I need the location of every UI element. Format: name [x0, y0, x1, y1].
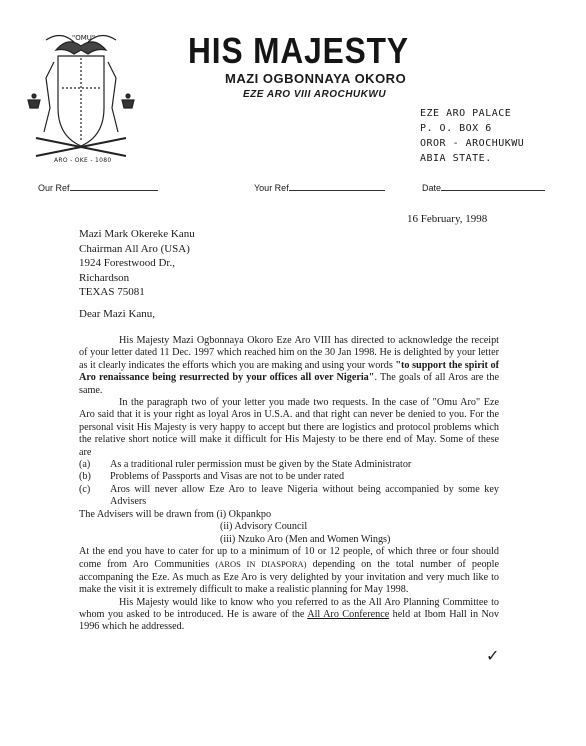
date-label: Date [422, 183, 442, 193]
conditions-list [79, 459, 499, 509]
crest-foot-text: ARO - OKE - 1080 [54, 157, 112, 164]
list-text: Problems of Passports and Visas are not to be under rated [110, 471, 345, 483]
recipient-line: TEXAS 75081 [79, 286, 145, 298]
letterhead-tagline: EZE ARO VIII AROCHUKWU [243, 89, 387, 100]
salutation: Dear Mazi Kanu, [79, 308, 156, 320]
list-marker: (b) [79, 471, 91, 483]
recipient-line: Richardson [79, 271, 130, 284]
address-line: EZE ARO PALACE [420, 108, 512, 119]
crest-motto: "OMU" [72, 34, 96, 42]
list-text: Aros will never allow Eze Aro to leave Nigeria without being accompanied by some key Advisers [110, 483, 499, 508]
paragraph-acknowledgement [79, 335, 499, 397]
address-line: P. O. BOX 6 [420, 123, 492, 134]
recipient-line: Mazi Mark Okereke Kanu [79, 228, 195, 240]
underlined-conference: All Aro Conference [307, 608, 390, 620]
date-field [422, 182, 545, 193]
date-line [441, 182, 545, 191]
our-ref-label: Our Ref [38, 183, 70, 193]
letter-date: 16 February, 1998 [407, 213, 488, 225]
recipient-line: 1924 Forestwood Dr., [79, 257, 175, 269]
diaspora-note: (AROS IN DIASPORA) [215, 559, 307, 570]
list-marker: (c) [79, 483, 91, 495]
paragraph-text: His Majesty would like to know who you referred to as the All Aro Planning Committee to whom you asked to be introduced. He is aware of the [79, 596, 499, 620]
coat-of-arms-emblem [26, 28, 136, 170]
paragraph-delegation [79, 546, 499, 597]
address-line: OROR - AROCHUKWU [420, 138, 525, 149]
paragraph-requests: In the paragraph two of your letter you made two requests. In the case of "Omu Aro" Eze Aro said that it is your right as loyal Aros in U.S.A. and that right can never be denied to you. For the personal visit His Majesty is very happy to accept but there are logistics and protocol problems which the relative short notice will make it difficult for His Majesty to be there end of May. Some of these are [79, 397, 499, 458]
your-ref-line [289, 182, 385, 191]
paragraph-text: depending on the total number of people accompaning the Eze. As much as Eze Aro is very delighted by your invitation and very much like to make the visit it is extremely difficult to make a realistic planning for May 1998. [79, 559, 500, 596]
your-ref-field [254, 182, 385, 193]
recipient-address [79, 227, 195, 300]
recipient-line: Chairman All Aro (USA) [79, 242, 190, 255]
list-text: As a traditional ruler permission must be given by the State Administrator [110, 459, 412, 471]
your-ref-label: Your Ref [254, 183, 289, 193]
letterhead-title: HIS MAJESTY [188, 30, 409, 71]
palace-address [420, 106, 524, 166]
adviser-item: (ii) Advisory Council [220, 521, 308, 533]
adviser-item: (iii) Nzuko Aro (Men and Women Wings) [220, 533, 391, 545]
letter-body [79, 335, 499, 634]
our-ref-line [70, 182, 158, 191]
address-line: ABIA STATE. [420, 153, 492, 164]
list-item [79, 459, 499, 471]
list-marker: (a) [79, 459, 91, 471]
paragraph-text: . The goals of all Aros are the same. [79, 372, 499, 396]
handwritten-check-mark-icon: ✓ [486, 646, 500, 665]
our-ref-field [38, 182, 158, 193]
letterhead-name: MAZI OGBONNAYA OKORO [225, 71, 407, 86]
list-item [79, 471, 499, 483]
paragraph-text: At the end you have to cater for up to a minimum of 10 or 12 people, of which three or four should come from Aro Communities [79, 545, 499, 571]
paragraph-committee [79, 597, 499, 634]
quoted-bold-text: "to support the spirit of Aro renaissance being resurrected by your offices all over Nigeria" [79, 359, 500, 384]
list-item [79, 484, 499, 509]
advisers-intro: The Advisers will be drawn from (i) Okpankpo [79, 508, 272, 520]
paragraph-text: held at Ibom Hall in Nov 1996 which he addressed. [79, 608, 499, 633]
paragraph-text: His Majesty Mazi Ogbonnaya Okoro Eze Aro VIII has directed to acknowledge the receipt of your letter dated 11 Dec. 1997 which reached him on the 30 Jan 1998. He is delighted by your letter as it clearly indicates the efforts which you are making and using your words [79, 335, 499, 371]
